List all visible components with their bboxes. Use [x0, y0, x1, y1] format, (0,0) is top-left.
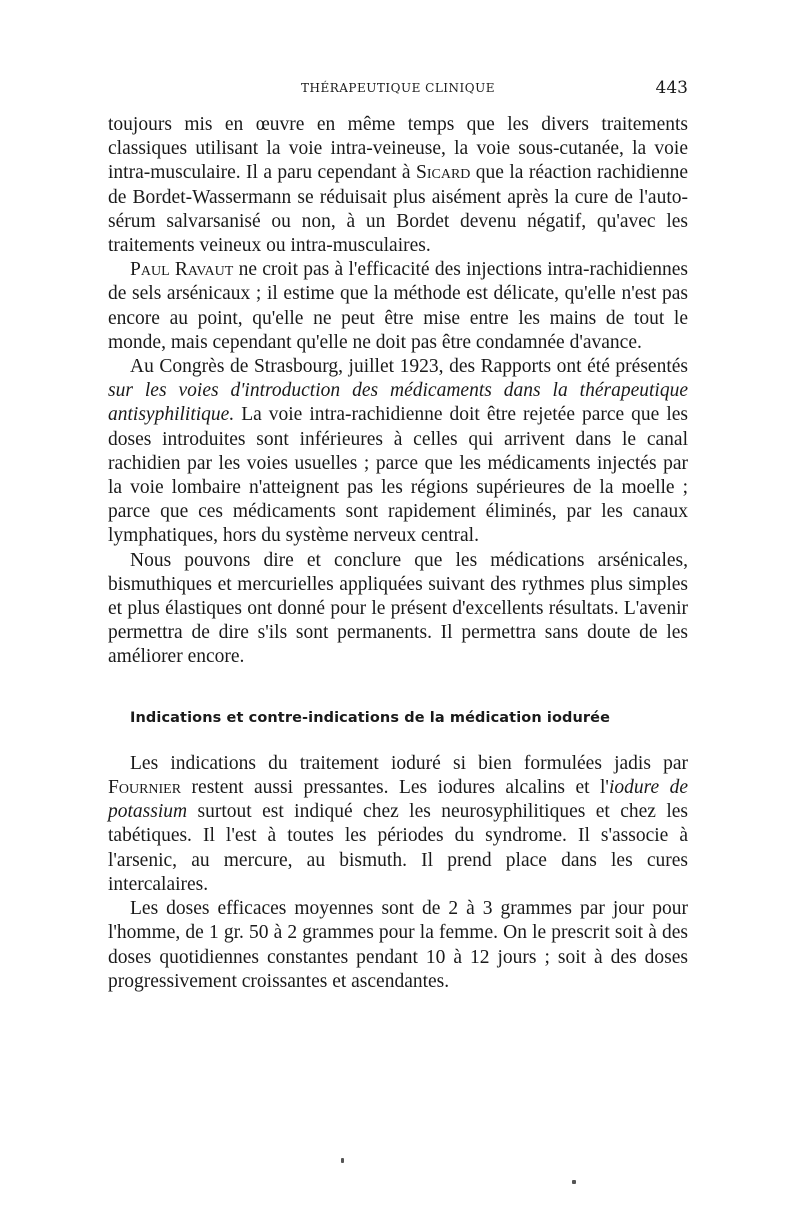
print-speck	[341, 1158, 344, 1163]
italic-text: iodure de potassium	[108, 777, 688, 823]
running-head	[108, 78, 688, 100]
text-run: La voie intra-rachidienne doit être rejetée parce que les doses introduites sont inférieures à celles qui arrivent dans le canal rachidien par les voies usuelles ; parce que les médicaments injectés par la voie lombaire n'atteignent pas les régions supérieures de la moelle ; parce que ces médicaments sont rapidement éliminés, par les canaux lymphatiques, hors du système nerveux central.	[108, 404, 688, 547]
text-run: surtout est indiqué chez les neurosyphilitiques et chez les tabétiques. Il l'est à toutes les périodes du syndrome. Il s'associe à l'arsenic, au mercure, au bismuth. Il prend place dans les cures intercalaires.	[108, 801, 688, 895]
running-title: THÉRAPEUTIQUE CLINIQUE	[301, 81, 495, 95]
paragraph	[108, 752, 688, 897]
text-run: Les doses efficaces moyennes sont de 2 à 3 grammes par jour pour l'homme, de 1 gr. 50 à 2 grammes pour la femme. On le prescrit soit à des doses quotidiennes constantes pendant 10 à 12 jours ; soit à des doses progressivement croissantes et ascendantes.	[108, 898, 688, 992]
paragraphs	[108, 113, 688, 670]
paragraph	[108, 113, 688, 258]
section-heading: Indications et contre-indications de la médication iodurée	[130, 709, 611, 726]
text-run: Nous pouvons dire et conclure que les médications arsénicales, bismuthiques et mercurielles appliquées suivant des rythmes plus simples et plus élastiques ont donné pour le présent d'excellents résultats. L'avenir permettra de dire s'ils sont permanents. Il permettra sans doute de les améliorer encore.	[108, 549, 688, 668]
page-number: 443	[655, 78, 688, 98]
paragraph	[108, 897, 688, 994]
print-speck	[572, 1180, 576, 1184]
text-run: Les indications du traitement ioduré si bien formulées jadis par	[130, 752, 688, 774]
text-run: ne croit pas à l'efficacité des injections intra-rachidiennes de sels arsénicaux ; il estime que la méthode est délicate, qu'elle n'est pas encore au point, qu'elle ne peut être mise entre les mains de tout le monde, mais cependant qu'elle ne doit pas être condamnée d'avance.	[108, 259, 688, 353]
author-name: Fournier	[108, 777, 182, 799]
text-run: restent aussi pressantes. Les iodures alcalins et l'	[181, 777, 609, 799]
text-run: que la réaction rachidienne de Bordet-Wassermann se réduisait plus aisément après la cure de l'auto-sérum salvarsanisé ou non, à un Bordet devenu négatif, qu'avec les traitements veineux ou intra-musculaires.	[108, 162, 688, 257]
text-run: Au Congrès de Strasbourg, juillet 1923, des Rapports ont été présentés	[130, 356, 688, 378]
author-name: Sicard	[416, 162, 471, 184]
paragraph	[108, 549, 688, 670]
paragraph	[108, 258, 688, 355]
section-paragraphs	[108, 752, 688, 994]
paragraph	[108, 355, 688, 549]
body-text	[108, 113, 688, 994]
italic-text: sur les voies d'introduction des médicaments dans la thérapeutique antisyphilitique.	[108, 380, 688, 426]
author-name: Paul Ravaut	[130, 259, 234, 281]
text-run: toujours mis en œuvre en même temps que les divers traitements classiques utilisant la voie intra-veineuse, la voie sous-cutanée, la voie intra-musculaire. Il a paru cependant à	[108, 114, 688, 184]
